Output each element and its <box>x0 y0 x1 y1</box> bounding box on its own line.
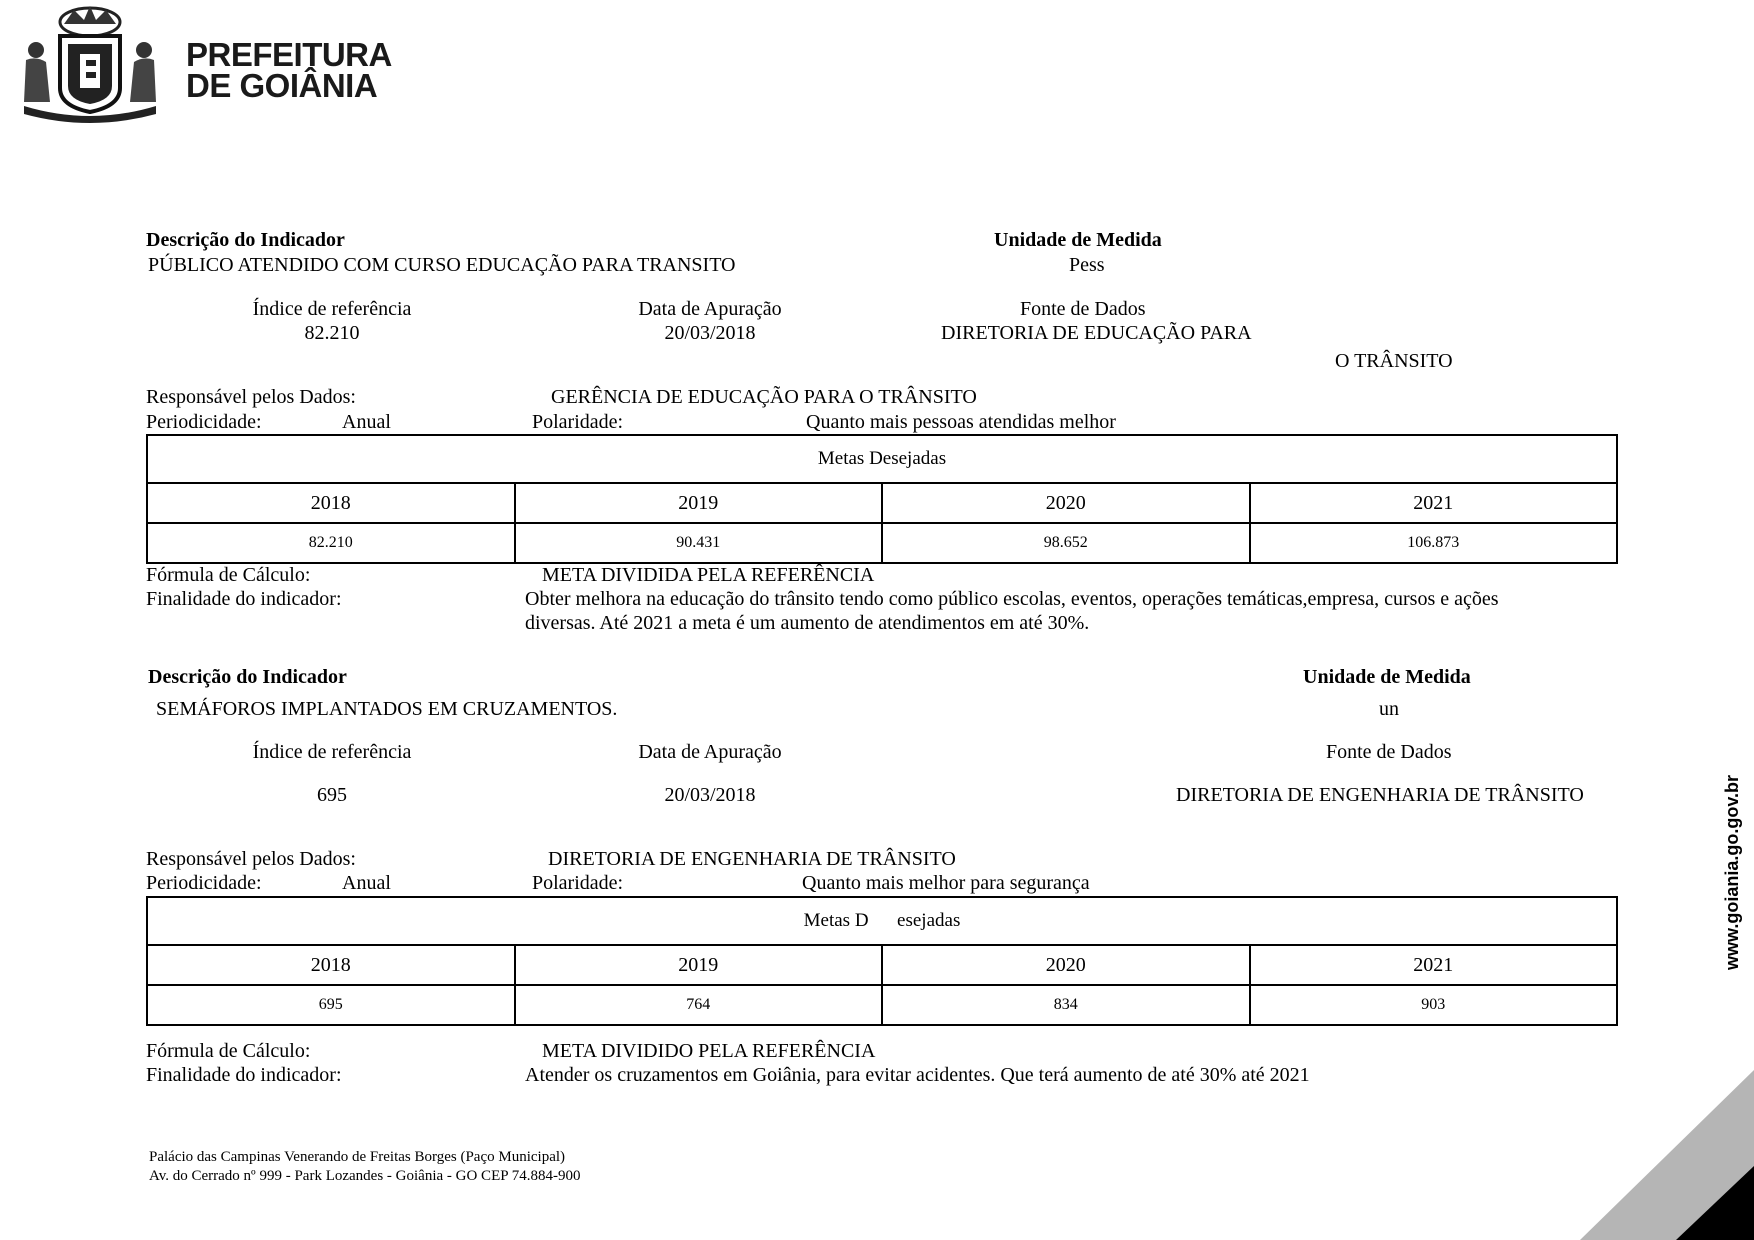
descricao-label: Descrição do Indicador <box>148 666 347 688</box>
responsavel-label: Responsável pelos Dados: <box>146 386 356 408</box>
formula-value: META DIVIDIDA PELA REFERÊNCIA <box>542 564 875 586</box>
fonte-label: Fonte de Dados <box>1326 741 1452 763</box>
formula-value: META DIVIDIDO PELA REFERÊNCIA <box>542 1040 876 1062</box>
finalidade-value-line1: Obter melhora na educação do trânsito tendo como público escolas, eventos, operações temáticas,empresa, cursos e ações <box>525 588 1499 610</box>
metas-header: Metas Desejadas <box>148 436 1616 484</box>
value-cell: 106.873 <box>1407 534 1460 551</box>
unidade-value: un <box>1379 698 1399 720</box>
unidade-value: Pess <box>1069 254 1105 276</box>
descricao-value: SEMÁFOROS IMPLANTADOS EM CRUZAMENTOS. <box>156 698 618 720</box>
year-cell: 2020 <box>883 946 1251 984</box>
metas-years-row <box>148 484 1616 524</box>
value-cell: 90.431 <box>516 524 884 562</box>
metas-header: Metas D esejadas <box>148 898 1616 946</box>
responsavel-value: DIRETORIA DE ENGENHARIA DE TRÂNSITO <box>548 848 956 870</box>
periodicidade-value: Anual <box>342 411 391 433</box>
metas-values-row <box>148 986 1616 1024</box>
value-cell: 98.652 <box>883 524 1251 562</box>
metas-values-row <box>148 524 1616 562</box>
year-cell: 2019 <box>516 484 884 522</box>
polaridade-label: Polaridade: <box>532 872 624 894</box>
finalidade-label: Finalidade do indicador: <box>146 588 342 610</box>
year-cell: 2020 <box>883 484 1251 522</box>
footer-address-line2: Av. do Cerrado nº 999 - Park Lozandes - Goiânia - GO CEP 74.884-900 <box>149 1168 581 1184</box>
descricao-value: PÚBLICO ATENDIDO COM CURSO EDUCAÇÃO PARA TRANSITO <box>148 254 736 276</box>
responsavel-label: Responsável pelos Dados: <box>146 848 356 870</box>
metas-table <box>146 434 1618 564</box>
formula-label: Fórmula de Cálculo: <box>146 1040 311 1062</box>
indice-label: Índice de referência <box>252 298 412 320</box>
fonte-label: Fonte de Dados <box>1020 298 1146 320</box>
responsavel-value: GERÊNCIA DE EDUCAÇÃO PARA O TRÂNSITO <box>551 386 977 408</box>
value-cell: 695 <box>148 986 516 1024</box>
city-coat-of-arms-logo <box>14 2 166 126</box>
formula-label: Fórmula de Cálculo: <box>146 564 311 586</box>
value-cell: 834 <box>883 986 1251 1024</box>
indice-value: 82.210 <box>304 322 360 344</box>
footer-address-line1: Palácio das Campinas Venerando de Freitas Borges (Paço Municipal) <box>149 1149 566 1165</box>
polaridade-value: Quanto mais melhor para segurança <box>802 872 1090 894</box>
value-cell: 764 <box>516 986 884 1024</box>
fonte-value: DIRETORIA DE ENGENHARIA DE TRÂNSITO <box>1176 784 1584 806</box>
periodicidade-label: Periodicidade: <box>146 872 262 894</box>
polaridade-value: Quanto mais pessoas atendidas melhor <box>806 411 1116 433</box>
data-apuracao-value: 20/03/2018 <box>664 322 756 344</box>
metas-years-row <box>148 946 1616 986</box>
finalidade-label: Finalidade do indicador: <box>146 1064 342 1086</box>
value-cell: 903 <box>1421 996 1446 1013</box>
year-cell: 2021 <box>1413 491 1454 514</box>
indice-label: Índice de referência <box>252 741 412 763</box>
year-cell: 2019 <box>516 946 884 984</box>
metas-table <box>146 896 1618 1026</box>
indice-value: 695 <box>317 784 347 806</box>
finalidade-value: Atender os cruzamentos em Goiânia, para evitar acidentes. Que terá aumento de até 30% até 2021 <box>525 1064 1310 1086</box>
website-url: www.goiania.go.gov.br <box>1722 774 1742 970</box>
data-apuracao-value: 20/03/2018 <box>664 784 756 806</box>
data-apuracao-label: Data de Apuração <box>638 298 782 320</box>
finalidade-value-line2: diversas. Até 2021 a meta é um aumento de atendimentos em até 30%. <box>525 612 1090 634</box>
value-cell: 82.210 <box>148 524 516 562</box>
year-cell: 2021 <box>1413 953 1454 976</box>
periodicidade-value: Anual <box>342 872 391 894</box>
org-name-line2: DE GOIÂNIA <box>186 67 378 104</box>
data-apuracao-label: Data de Apuração <box>638 741 782 763</box>
org-name-line1: PREFEITURA <box>186 36 392 73</box>
unidade-label: Unidade de Medida <box>1303 666 1471 688</box>
year-cell: 2018 <box>148 484 516 522</box>
polaridade-label: Polaridade: <box>532 411 624 433</box>
periodicidade-label: Periodicidade: <box>146 411 262 433</box>
unidade-label: Unidade de Medida <box>994 229 1162 251</box>
corner-decoration <box>1580 1070 1754 1240</box>
fonte-value-line2: O TRÂNSITO <box>1335 350 1453 372</box>
descricao-label: Descrição do Indicador <box>146 229 345 251</box>
fonte-value-line1: DIRETORIA DE EDUCAÇÃO PARA <box>941 322 1252 344</box>
year-cell: 2018 <box>148 946 516 984</box>
